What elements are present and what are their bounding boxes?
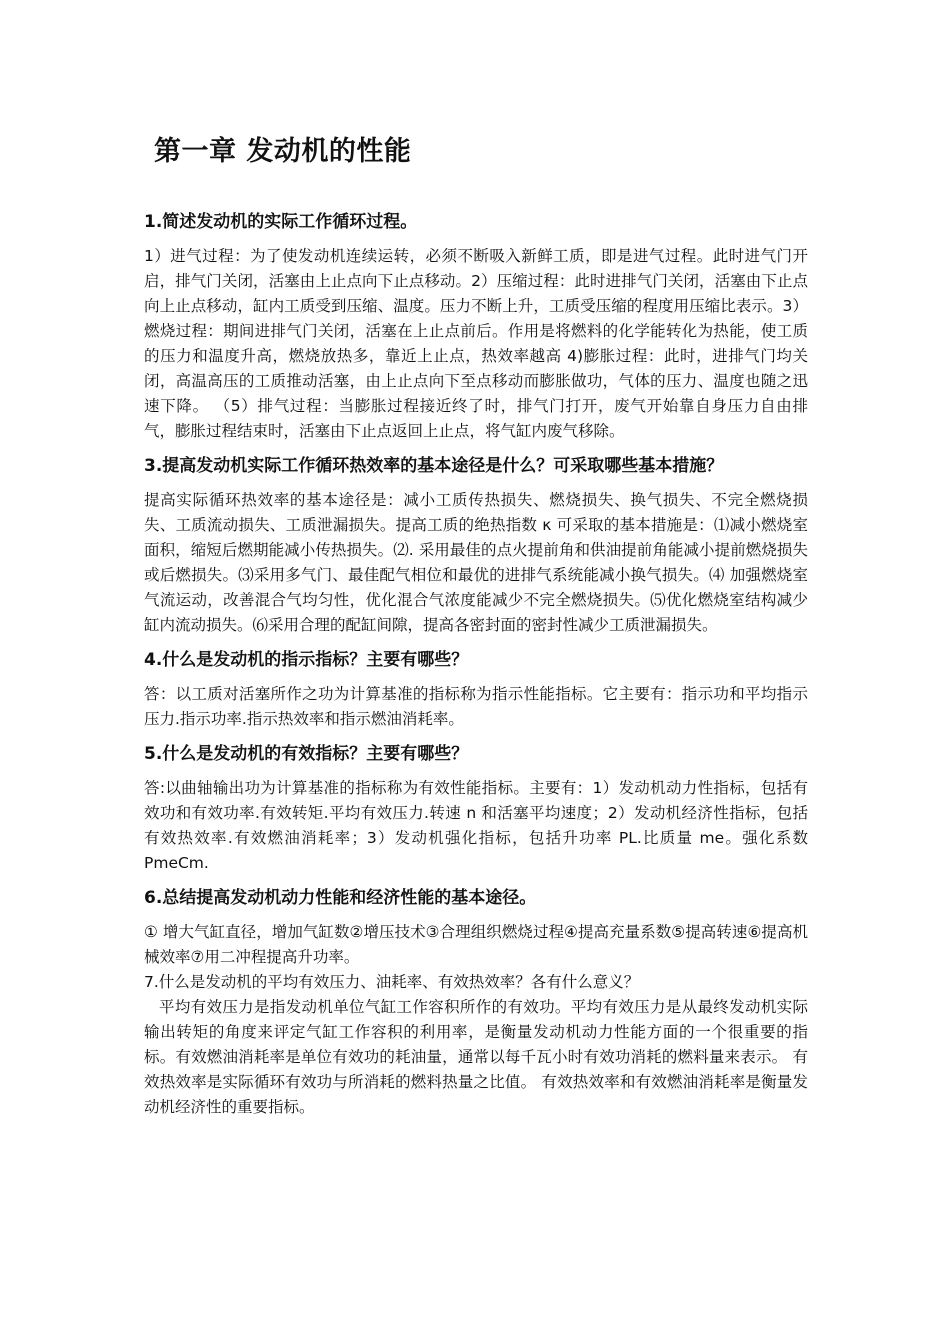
question-1-answer: 1）进气过程：为了使发动机连续运转，必须不断吸入新鲜工质，即是进气过程。此时进气门开启，排气门关闭，活塞由上止点向下止点移动。2）压缩过程：此时进排气门关闭，活塞由下止点向上止点移动，缸内工质受到压缩、温度。压力不断上升，工质受压缩的程度用压缩比表示。3）燃烧过程：期间进排气门关闭，活塞在上止点前后。作用是将燃料的化学能转化为热能，使工质的压力和温度升高，燃烧放热多，靠近上止点，热效率越高 4)膨胀过程：此时，进排气门均关闭，高温高压的工质推动活塞，由上止点向下至点移动而膨胀做功，气体的压力、温度也随之迅速下降。 （5）排气过程：当膨胀过程接近终了时，排气门打开，废气开始靠自身压力自由排气，膨胀过程结束时，活塞由下止点返回上止点，将气缸内废气移除。 xyxy=(144,247,808,440)
question-7-heading: 7.什么是发动机的平均有效压力、油耗率、有效热效率？各有什么意义？ xyxy=(144,973,640,991)
question-3-answer: 提高实际循环热效率的基本途径是：减小工质传热损失、燃烧损失、换气损失、不完全燃烧损失、工质流动损失、工质泄漏损失。提高工质的绝热指数 κ 可采取的基本措施是：⑴减小燃烧室面积，缩短后燃期能减小传热损失。⑵. 采用最佳的点火提前角和供油提前角能减小提前燃烧损失或后燃损失。⑶采用多气门、最佳配气相位和最优的进排气系统能减小换气损失。⑷ 加强燃烧室气流运动，改善混合气均匀性，优化混合气浓度能减少不完全燃烧损失。⑸优化燃烧室结构减少缸内流动损失。⑹采用合理的配缸间隙，提高各密封面的密封性减少工质泄漏损失。 xyxy=(144,491,808,634)
chapter-title: 第一章 发动机的性能 xyxy=(154,136,412,167)
document-page xyxy=(144,130,808,1120)
question-7-answer: 平均有效压力是指发动机单位气缸工作容积所作的有效功。平均有效压力是从最终发动机实际输出转矩的角度来评定气缸工作容积的利用率，是衡量发动机动力性能方面的一个很重要的指标。有效燃油消耗率是单位有效功的耗油量，通常以每千瓦小时有效功消耗的燃料量来表示。 有效热效率是实际循环有效功与所消耗的燃料热量之比值。 有效热效率和有效燃油消耗率是衡量发动机经济性的重要指标。 xyxy=(144,998,808,1116)
question-3-heading: 3.提高发动机实际工作循环热效率的基本途径是什么？可采取哪些基本措施？ xyxy=(144,456,724,476)
question-5-heading: 5.什么是发动机的有效指标？主要有哪些？ xyxy=(144,744,469,764)
question-5-answer: 答:以曲轴输出功为计算基准的指标称为有效性能指标。主要有：1）发动机动力性指标，包括有效功和有效功率.有效转矩.平均有效压力.转速 n 和活塞平均速度；2）发动机经济性指标，包括有效热效率.有效燃油消耗率；3）发动机强化指标，包括升功率 PL.比质量 me。强化系数 PmeCm. xyxy=(144,779,808,872)
question-1-heading: 1.简述发动机的实际工作循环过程。 xyxy=(144,212,418,232)
question-4-heading: 4.什么是发动机的指示指标？主要有哪些？ xyxy=(144,650,469,670)
question-6-heading: 6.总结提高发动机动力性能和经济性能的基本途径。 xyxy=(144,888,537,908)
question-4-answer: 答：以工质对活塞所作之功为计算基准的指标称为指示性能指标。它主要有：指示功和平均指示压力.指示功率.指示热效率和指示燃油消耗率。 xyxy=(144,685,808,728)
question-6-answer: ① 增大气缸直径，增加气缸数②增压技术③合理组织燃烧过程④提高充量系数⑤提高转速⑥提高机械效率⑦用二冲程提高升功率。 xyxy=(144,923,808,966)
